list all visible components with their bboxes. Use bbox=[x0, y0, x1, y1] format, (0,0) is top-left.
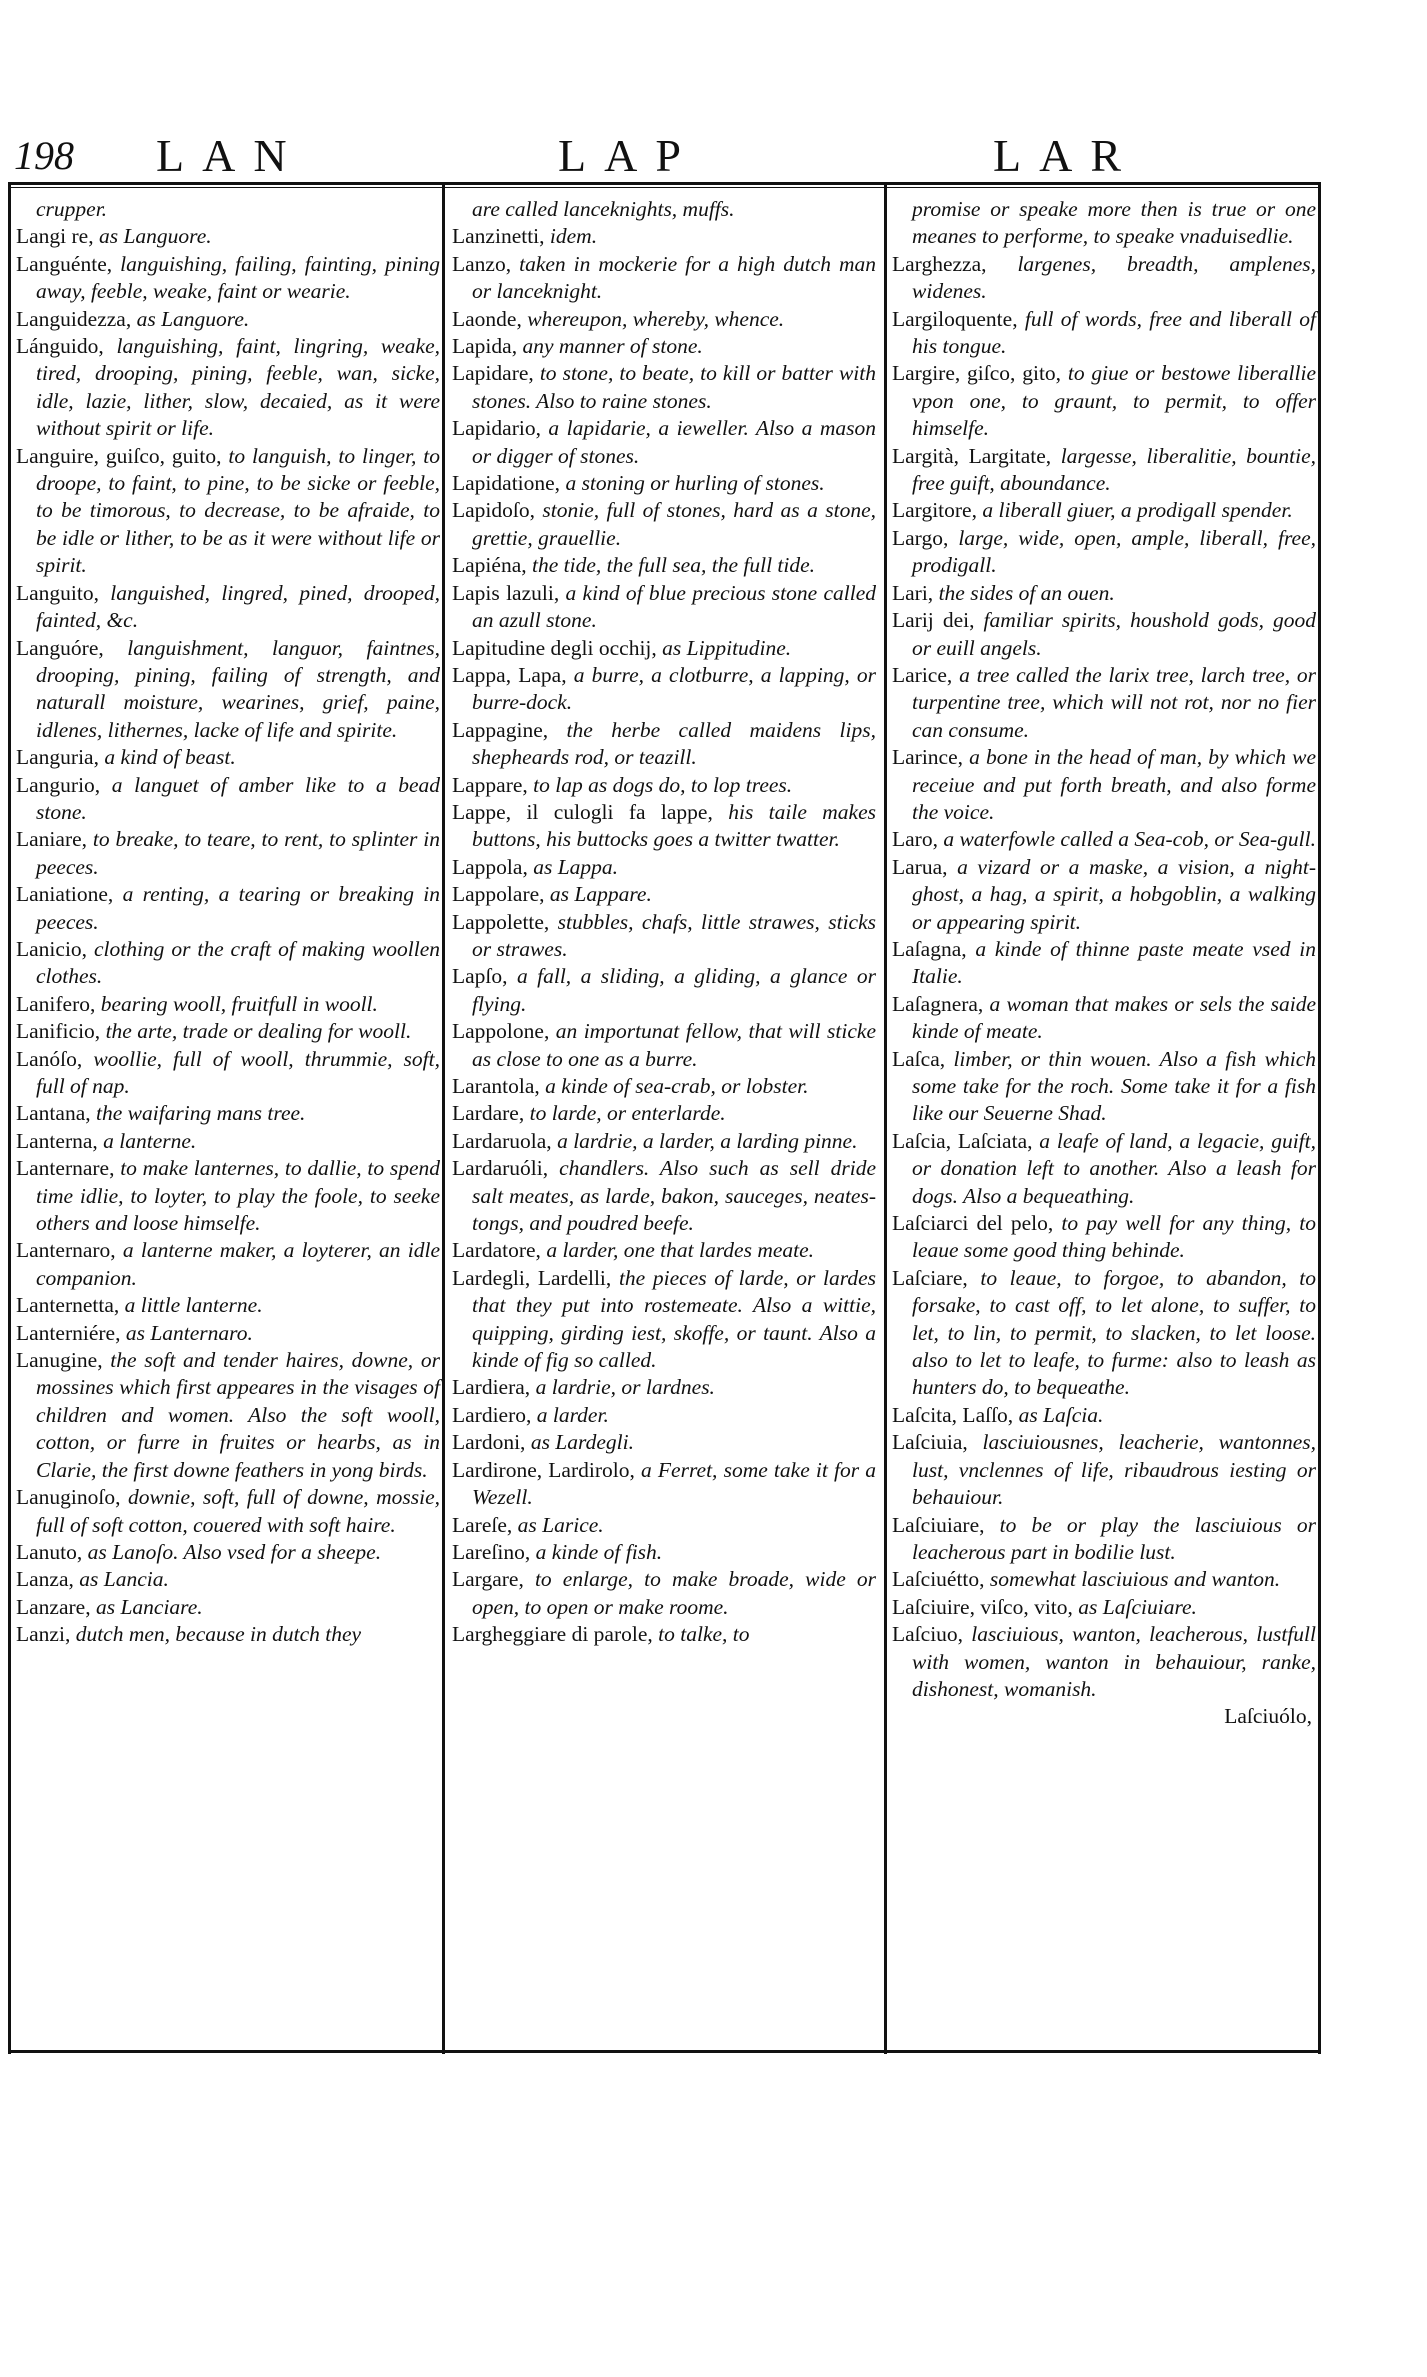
headword: Largitore, bbox=[892, 498, 977, 523]
dictionary-entry bbox=[892, 662, 1316, 744]
headword: Lardaruóli, bbox=[452, 1156, 549, 1181]
column-3 bbox=[892, 196, 1316, 1731]
dictionary-entry bbox=[16, 333, 440, 443]
definition: to giue or bestowe liberallie vpon one, to graunt, to permit, to offer himselfe. bbox=[912, 361, 1316, 441]
guide-word-right: LAR bbox=[993, 130, 1139, 181]
dictionary-entry bbox=[16, 744, 440, 771]
definition: the soft and tender haires, downe, or mossines which first appeares in the visages of children and women. Also the soft wooll, cotton, or furre in fruites or hearbs, as in Clarie, the first downe feathers in yong birds. bbox=[36, 1348, 440, 1482]
definition: bearing wooll, fruitfull in wooll. bbox=[95, 991, 378, 1016]
headword: Lanternare, bbox=[16, 1156, 115, 1181]
headword: Lappolone, bbox=[452, 1019, 550, 1044]
headword: Lapidario, bbox=[452, 416, 541, 441]
definition: to leaue, to forgoe, to abandon, to forsake, to cast off, to let alone, to suffer, to let, to lin, to permit, to slacken, to let loose. also to let to leafe, to furme: also to leash as hunters do, to bequeathe. bbox=[912, 1265, 1316, 1400]
headword: Laſcia, Laſciata, bbox=[892, 1128, 1033, 1153]
definition: a lanterne maker, a loyterer, an idle companion. bbox=[36, 1238, 440, 1290]
definition: a little lanterne. bbox=[119, 1293, 263, 1318]
dictionary-entry bbox=[892, 1046, 1316, 1128]
headword: Lardaruola, bbox=[452, 1128, 552, 1153]
dictionary-entry bbox=[892, 607, 1316, 662]
definition: a lardrie, or lardnes. bbox=[530, 1375, 715, 1400]
definition: a Ferret, some take it for a Wezell. bbox=[472, 1457, 876, 1510]
headword: Largo, bbox=[892, 525, 949, 550]
dictionary-entry bbox=[892, 854, 1316, 936]
definition: largesse, liberalitie, bountie, free guift, aboundance. bbox=[912, 443, 1316, 496]
headword: Lardare, bbox=[452, 1101, 525, 1126]
dictionary-entry bbox=[452, 251, 876, 306]
headword: Lanóſo, bbox=[16, 1046, 83, 1071]
dictionary-entry bbox=[452, 1457, 876, 1512]
headword: Lapiéna, bbox=[452, 553, 527, 578]
headword: Lappolare, bbox=[452, 882, 545, 907]
dictionary-entry bbox=[892, 991, 1316, 1046]
column-rule-right bbox=[1318, 182, 1321, 2054]
dictionary-entry bbox=[16, 1155, 440, 1237]
dictionary-entry bbox=[452, 881, 876, 908]
dictionary-entry bbox=[452, 772, 876, 799]
dictionary-entry bbox=[452, 333, 876, 360]
dictionary-entry bbox=[892, 936, 1316, 991]
headword: Lappa, Lapa, bbox=[452, 662, 567, 687]
dictionary-entry bbox=[892, 1429, 1316, 1511]
definition: to talke, to bbox=[652, 1622, 750, 1647]
dictionary-entry bbox=[452, 1265, 876, 1375]
definition: somewhat lasciuious and wanton. bbox=[984, 1567, 1281, 1592]
headword: Laſagnera, bbox=[892, 991, 984, 1016]
headword: Lappagine, bbox=[452, 717, 549, 742]
dictionary-entry bbox=[16, 1320, 440, 1347]
definition: a waterfowle called a Sea-cob, or Sea-gull. bbox=[937, 827, 1316, 852]
dictionary-entry bbox=[892, 497, 1316, 524]
dictionary-entry bbox=[16, 1594, 440, 1621]
definition: taken in mockerie for a high dutch man or lanceknight. bbox=[472, 251, 876, 304]
headword: Laonde, bbox=[452, 306, 522, 331]
definition: as Lanoſo. Also vsed for a sheepe. bbox=[82, 1539, 382, 1564]
definition: as Laſciuiare. bbox=[1072, 1594, 1197, 1619]
definition: a kinde of sea-crab, or lobster. bbox=[539, 1074, 809, 1098]
definition: languishing, failing, fainting, pining away, feeble, weake, faint or wearie. bbox=[36, 251, 440, 304]
dictionary-entry bbox=[892, 251, 1316, 306]
headword: Laſca, bbox=[892, 1046, 946, 1071]
definition: idem. bbox=[544, 224, 598, 249]
dictionary-entry bbox=[452, 360, 876, 415]
headword: Lardiera, bbox=[452, 1375, 531, 1400]
dictionary-entry bbox=[16, 306, 440, 333]
column-2 bbox=[452, 196, 876, 1649]
dictionary-entry bbox=[452, 552, 876, 579]
running-header bbox=[8, 128, 1323, 186]
definition: a leafe of land, a legacie, guift, or donation left to another. Also a leash for dogs. Also a bequeathing. bbox=[912, 1128, 1316, 1208]
headword: Lardatore, bbox=[452, 1238, 541, 1263]
headword: Lappola, bbox=[452, 854, 528, 879]
headword: Laſciare, bbox=[892, 1265, 968, 1290]
definition: languishing, faint, lingring, weake, tired, drooping, pining, feeble, wan, sicke, idle, lazie, lither, slow, decaied, as it were without spirit or life. bbox=[36, 334, 440, 441]
headword: Laro, bbox=[892, 827, 938, 852]
dictionary-entry bbox=[16, 1566, 440, 1593]
definition: as Lancia. bbox=[73, 1567, 169, 1592]
definition: the tide, the full sea, the full tide. bbox=[526, 553, 816, 578]
headword: Languóre, bbox=[16, 635, 104, 660]
headword: Languénte, bbox=[16, 251, 113, 276]
headword: Lappolette, bbox=[452, 909, 550, 934]
definition: a liberall giuer, a prodigall spender. bbox=[976, 498, 1293, 523]
guide-word-left: LAN bbox=[156, 130, 305, 181]
definition: the herbe called maidens lips, shepheards rod, or teazill. bbox=[472, 717, 876, 770]
dictionary-entry bbox=[452, 1429, 876, 1456]
headword: Lanifero, bbox=[16, 991, 96, 1016]
dictionary-entry bbox=[892, 196, 1316, 251]
definition: a lapidarie, a ieweller. Also a mason or digger of stones. bbox=[472, 416, 876, 468]
definition: stubbles, chafs, little strawes, sticks or strawes. bbox=[472, 909, 876, 961]
headword: Langurio, bbox=[16, 772, 101, 797]
definition: downie, soft, full of downe, mossie, full of soft cotton, couered with soft haire. bbox=[36, 1485, 440, 1537]
definition: dutch men, because in dutch they bbox=[70, 1622, 362, 1647]
headword: Largire, giſco, gito, bbox=[892, 361, 1062, 386]
definition: a stoning or hurling of stones. bbox=[560, 471, 825, 496]
dictionary-entry bbox=[16, 1621, 440, 1648]
definition: a lanterne. bbox=[97, 1128, 197, 1153]
headword: Lapidatione, bbox=[452, 471, 561, 496]
headword: Lanterniére, bbox=[16, 1320, 121, 1345]
definition: lasciuiousnes, leacherie, wantonnes, lust, vnclennes of life, ribaudrous iesting or behauiour. bbox=[912, 1430, 1316, 1510]
headword: Lappare, bbox=[452, 772, 528, 797]
dictionary-entry bbox=[452, 1512, 876, 1539]
headword: Lanterna, bbox=[16, 1128, 98, 1153]
definition: to enlarge, to make broade, wide or open, to open or make roome. bbox=[472, 1567, 876, 1619]
definition: to larde, or enterlarde. bbox=[524, 1101, 726, 1126]
dictionary-entry bbox=[452, 580, 876, 635]
headword: Lantana, bbox=[16, 1101, 91, 1126]
dictionary-entry bbox=[452, 470, 876, 497]
dictionary-entry bbox=[16, 936, 440, 991]
headword: Languidezza, bbox=[16, 306, 132, 331]
headword: Laſcita, Laſſo, bbox=[892, 1402, 1014, 1427]
dictionary-entry bbox=[892, 826, 1316, 853]
definition: a woman that makes or sels the saide kinde of meate. bbox=[912, 991, 1316, 1044]
headword: Lareſino, bbox=[452, 1539, 531, 1564]
headword: Largheggiare di parole, bbox=[452, 1622, 653, 1647]
headword: Laſciuire, viſco, vito, bbox=[892, 1594, 1073, 1619]
headword: Lanuto, bbox=[16, 1539, 83, 1564]
dictionary-entry bbox=[16, 635, 440, 745]
headword: Lanzo, bbox=[452, 251, 512, 276]
headword: Larince, bbox=[892, 745, 964, 770]
definition: large, wide, open, ample, liberall, free, prodigall. bbox=[912, 525, 1316, 578]
dictionary-entry bbox=[16, 826, 440, 881]
headword: Langi re, bbox=[16, 224, 94, 249]
definition: clothing or the craft of making woollen clothes. bbox=[36, 936, 440, 989]
definition: to be or play the lasciuious or leacherous part in bodilie lust. bbox=[912, 1512, 1316, 1564]
dictionary-entry bbox=[452, 196, 876, 223]
definition: a burre, a clotburre, a lapping, or burre-dock. bbox=[472, 662, 877, 715]
dictionary-entry bbox=[452, 415, 876, 470]
headword: Laſciuo, bbox=[892, 1622, 964, 1647]
headword: Lapidare, bbox=[452, 361, 534, 386]
definition: stonie, full of stones, hard as a stone, grettie, grauellie. bbox=[472, 498, 876, 550]
definition: a fall, a sliding, a gliding, a glance or flying. bbox=[472, 964, 876, 1016]
definition: a larder. bbox=[531, 1402, 609, 1427]
dictionary-entry bbox=[452, 1073, 876, 1100]
definition: languished, lingred, pined, drooped, fainted, &c. bbox=[36, 580, 440, 633]
dictionary-entry bbox=[452, 1100, 876, 1127]
dictionary-entry bbox=[16, 1292, 440, 1319]
guide-word-center: LAP bbox=[558, 130, 699, 181]
dictionary-entry bbox=[892, 1402, 1316, 1429]
dictionary-entry bbox=[452, 1155, 876, 1237]
dictionary-entry bbox=[16, 1046, 440, 1101]
headword: Lánguido, bbox=[16, 334, 104, 359]
headword: Lardiero, bbox=[452, 1402, 532, 1427]
dictionary-entry bbox=[16, 223, 440, 250]
headword: Largiloquente, bbox=[892, 306, 1018, 331]
dictionary-entry bbox=[892, 580, 1316, 607]
headword: Laſagna, bbox=[892, 936, 967, 961]
headword: Lareſe, bbox=[452, 1512, 513, 1537]
dictionary-entry bbox=[892, 1512, 1316, 1567]
headword: Languire, guiſco, guito, bbox=[16, 443, 222, 468]
dictionary-entry bbox=[892, 525, 1316, 580]
dictionary-entry bbox=[892, 306, 1316, 361]
definition: as Laſcia. bbox=[1013, 1402, 1104, 1427]
headword: Lardegli, Lardelli, bbox=[452, 1265, 612, 1290]
headword: Laniatione, bbox=[16, 882, 114, 907]
header-rule-thin bbox=[8, 187, 1320, 188]
definition: to stone, to beate, to kill or batter with stones. Also to raine stones. bbox=[472, 361, 876, 413]
definition: promise or speake more then is true or one meanes to performe, to speake vnaduisedlie. bbox=[912, 197, 1316, 249]
dictionary-entry bbox=[452, 1237, 876, 1264]
dictionary-entry bbox=[16, 991, 440, 1018]
dictionary-entry bbox=[16, 443, 440, 580]
headword: Lanuginoſo, bbox=[16, 1485, 121, 1510]
headword: Lapis lazuli, bbox=[452, 580, 560, 605]
definition: the sides of an ouen. bbox=[933, 580, 1115, 605]
dictionary-entry bbox=[452, 1374, 876, 1401]
dictionary-entry bbox=[16, 772, 440, 827]
dictionary-entry bbox=[452, 1539, 876, 1566]
headword: Lanzare, bbox=[16, 1594, 91, 1619]
definition: languishment, languor, faintnes, drooping, pining, failing of strength, and naturall moisture, wearines, grief, paine, idlenes, lithernes, lacke of life and spirite. bbox=[36, 635, 440, 742]
dictionary-entry bbox=[16, 580, 440, 635]
headword: Laſciuiare, bbox=[892, 1512, 985, 1537]
dictionary-entry bbox=[892, 1265, 1316, 1402]
headword: Laſciuia, bbox=[892, 1430, 968, 1455]
definition: a kind of beast. bbox=[98, 745, 236, 770]
dictionary-entry bbox=[452, 1018, 876, 1073]
headword: Lari, bbox=[892, 580, 934, 605]
definition: a kinde of fish. bbox=[530, 1539, 663, 1564]
dictionary-entry bbox=[892, 744, 1316, 826]
definition: to make lanternes, to dallie, to spend time idlie, to loyter, to play the foole, to seeke others and loose himselfe. bbox=[36, 1156, 440, 1236]
dictionary-entry bbox=[16, 1539, 440, 1566]
definition: a larder, one that lardes meate. bbox=[540, 1238, 815, 1263]
dictionary-entry bbox=[16, 1484, 440, 1539]
definition: woollie, full of wooll, thrummie, soft, full of nap. bbox=[36, 1046, 440, 1098]
definition: as Languore. bbox=[131, 306, 250, 331]
dictionary-entry bbox=[452, 854, 876, 881]
headword: Lardirone, Lardirolo, bbox=[452, 1457, 635, 1482]
headword: Lappe, il culogli fa lappe, bbox=[452, 799, 713, 824]
definition: a bone in the head of man, by which we receiue and put forth breath, and also forme the voice. bbox=[912, 745, 1316, 824]
headword: Laſciuólo, bbox=[1224, 1704, 1312, 1729]
dictionary-entry bbox=[452, 635, 876, 662]
dictionary-entry bbox=[16, 1100, 440, 1127]
dictionary-entry bbox=[452, 662, 876, 717]
dictionary-entry bbox=[452, 1621, 876, 1648]
definition: a kinde of thinne paste meate vsed in Italie. bbox=[912, 936, 1316, 989]
definition: a tree called the larix tree, larch tree, or turpentine tree, which will not rot, nor no fier can consume. bbox=[912, 662, 1316, 742]
definition: to breake, to teare, to rent, to splinter in peeces. bbox=[36, 827, 440, 879]
definition: as Larice. bbox=[512, 1512, 604, 1537]
column-rule-left bbox=[8, 182, 11, 2054]
column-rule-2 bbox=[884, 182, 887, 2054]
dictionary-entry bbox=[16, 1018, 440, 1045]
dictionary-entry bbox=[452, 1402, 876, 1429]
headword: Lanza, bbox=[16, 1567, 74, 1592]
headword: Larantola, bbox=[452, 1074, 540, 1098]
dictionary-entry bbox=[892, 1703, 1316, 1730]
definition: full of words, free and liberall of his tongue. bbox=[912, 306, 1316, 359]
headword: Lanicio, bbox=[16, 936, 88, 961]
definition: lasciuious, wanton, leacherous, lustfull with women, wanton in behauiour, ranke, dishonest, womanish. bbox=[912, 1622, 1316, 1701]
definition: limber, or thin wouen. Also a fish which some take for the roch. Some take it for a fish like our Seuerne Shad. bbox=[912, 1046, 1316, 1126]
headword: Lanternetta, bbox=[16, 1293, 120, 1318]
definition: the arte, trade or dealing for wooll. bbox=[100, 1019, 412, 1044]
definition: as Languore. bbox=[93, 224, 212, 249]
definition: chandlers. Also such as sell dride salt meates, as larde, bakon, sauceges, neates-tongs, and poudred beefe. bbox=[472, 1156, 876, 1236]
dictionary-entry bbox=[452, 909, 876, 964]
dictionary-entry bbox=[452, 1128, 876, 1155]
dictionary-entry bbox=[452, 717, 876, 772]
definition: a renting, a tearing or breaking in peeces. bbox=[36, 882, 440, 934]
definition: are called lanceknights, muffs. bbox=[472, 197, 735, 221]
definition: as Lanternaro. bbox=[120, 1320, 253, 1345]
dictionary-entry bbox=[892, 1566, 1316, 1593]
headword: Lapitudine degli occhij, bbox=[452, 635, 657, 660]
dictionary-entry bbox=[892, 1210, 1316, 1265]
definition: as Lappare. bbox=[544, 882, 652, 907]
headword: Largità, Largitate, bbox=[892, 443, 1052, 468]
headword: Laſciuétto, bbox=[892, 1567, 985, 1592]
dictionary-entry bbox=[452, 963, 876, 1018]
definition: familiar spirits, houshold gods, good or euill angels. bbox=[912, 608, 1316, 660]
definition: to lap as dogs do, to lop trees. bbox=[527, 772, 793, 797]
dictionary-entry bbox=[16, 1347, 440, 1484]
dictionary-entry bbox=[16, 1128, 440, 1155]
headword: Lapidoſo, bbox=[452, 498, 535, 523]
dictionary-entry bbox=[452, 223, 876, 250]
dictionary-entry bbox=[892, 1621, 1316, 1703]
definition: as Lippitudine. bbox=[656, 635, 792, 660]
column-rule-1 bbox=[442, 182, 445, 2054]
definition: the pieces of larde, or lardes that they put into rostemeate. Also a wittie, quipping, girding iest, skoffe, or taunt. Also a kinde of fig so called. bbox=[472, 1265, 876, 1373]
headword: Languria, bbox=[16, 745, 99, 770]
dictionary-entry bbox=[892, 360, 1316, 442]
header-rule bbox=[8, 182, 1320, 185]
definition: an importunat fellow, that will sticke as close to one as a burre. bbox=[472, 1019, 876, 1071]
headword: Lapſo, bbox=[452, 964, 508, 989]
headword: Languito, bbox=[16, 580, 99, 605]
headword: Lanzi, bbox=[16, 1622, 71, 1647]
dictionary-entry bbox=[892, 443, 1316, 498]
definition: as Lanciare. bbox=[90, 1594, 203, 1619]
headword: Lanificio, bbox=[16, 1019, 101, 1044]
definition: crupper. bbox=[36, 197, 108, 221]
bottom-rule bbox=[8, 2050, 1321, 2053]
dictionary-entry bbox=[452, 1566, 876, 1621]
dictionary-entry bbox=[16, 1237, 440, 1292]
definition: a kind of blue precious stone called an azull stone. bbox=[472, 580, 876, 633]
dictionary-entry bbox=[892, 1594, 1316, 1621]
headword: Larghezza, bbox=[892, 251, 987, 276]
dictionary-entry bbox=[16, 251, 440, 306]
headword: Larice, bbox=[892, 662, 953, 687]
dictionary-entry bbox=[16, 881, 440, 936]
headword: Largare, bbox=[452, 1567, 524, 1592]
definition: largenes, breadth, amplenes, widenes. bbox=[912, 251, 1316, 304]
definition: the waifaring mans tree. bbox=[90, 1101, 306, 1126]
headword: Lanternaro, bbox=[16, 1238, 116, 1263]
definition: as Lappa. bbox=[527, 854, 619, 879]
headword: Laſciarci del pelo, bbox=[892, 1211, 1054, 1236]
headword: Lanugine, bbox=[16, 1348, 103, 1373]
headword: Lardoni, bbox=[452, 1430, 526, 1455]
definition: whereupon, whereby, whence. bbox=[521, 306, 785, 331]
definition: a vizard or a maske, a vision, a night-ghost, a hag, a spirit, a hobgoblin, a walking or appearing spirit. bbox=[912, 854, 1316, 934]
definition: to pay well for any thing, to leaue some good thing behinde. bbox=[912, 1211, 1316, 1263]
definition: any manner of stone. bbox=[517, 334, 703, 359]
definition: a lardrie, a larder, a larding pinne. bbox=[551, 1128, 858, 1153]
column-1 bbox=[16, 196, 440, 1649]
definition: to languish, to linger, to droope, to faint, to pine, to be sicke or feeble, to be timorous, to decrease, to be afraide, to be idle or lither, to be as it were without life or spirit. bbox=[36, 443, 440, 578]
definition: his taile makes buttons, his buttocks goes a twitter twatter. bbox=[472, 799, 876, 852]
dictionary-entry bbox=[16, 196, 440, 223]
headword: Laniare, bbox=[16, 827, 88, 852]
headword: Lapida, bbox=[452, 334, 518, 359]
headword: Lanzinetti, bbox=[452, 224, 545, 249]
dictionary-entry bbox=[452, 799, 876, 854]
headword: Larua, bbox=[892, 854, 948, 879]
dictionary-entry bbox=[892, 1128, 1316, 1210]
headword: Larij dei, bbox=[892, 608, 975, 633]
definition: as Lardegli. bbox=[525, 1430, 634, 1455]
dictionary-entry bbox=[452, 306, 876, 333]
page-number: 198 bbox=[14, 133, 74, 178]
dictionary-entry bbox=[452, 497, 876, 552]
definition: a languet of amber like to a bead stone. bbox=[36, 772, 440, 824]
